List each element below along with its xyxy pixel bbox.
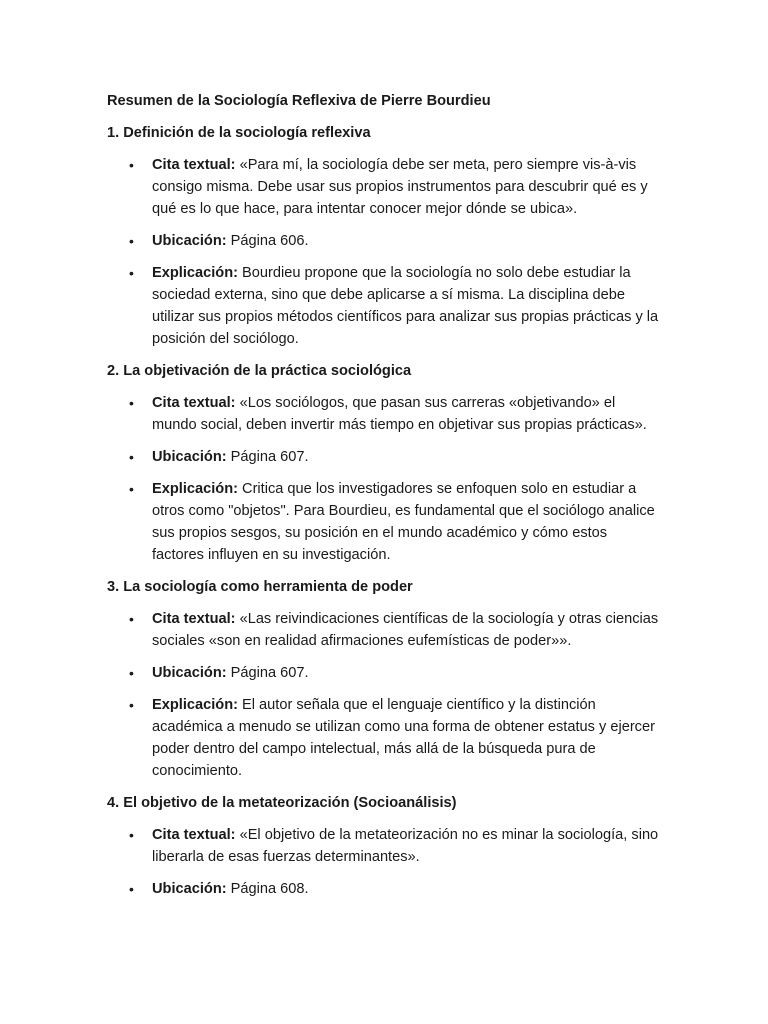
section-2 [107, 360, 663, 566]
bullet-icon: • [129, 265, 134, 281]
item-text: El autor señala que el lenguaje científico y la distinción académica a menudo se utilizan como una forma de obtener estatus y ejercer poder dentro del campo intelectual, más allá de la búsqueda pura de conocimiento. [152, 697, 655, 779]
section-3 [107, 576, 663, 782]
item-text: «Los sociólogos, que pasan sus carreras «objetivando» el mundo social, deben invertir más tiempo en objetivar sus propias prácticas». [152, 395, 647, 433]
section-heading: 2. La objetivación de la práctica sociológica [107, 363, 412, 379]
section-item-list [107, 154, 663, 350]
bullet-icon: • [129, 233, 134, 249]
bullet-icon: • [129, 827, 134, 843]
item-label: Ubicación: [152, 233, 227, 249]
item-label: Cita textual: [152, 395, 236, 411]
section-item-list [107, 608, 663, 782]
bullet-icon: • [129, 449, 134, 465]
list-item [107, 262, 663, 350]
item-text: «El objetivo de la metateorización no es minar la sociología, sino liberarla de esas fuerzas determinantes». [152, 827, 659, 865]
item-label: Explicación: [152, 265, 238, 281]
section-heading: 4. El objetivo de la metateorización (Socioanálisis) [107, 795, 457, 811]
list-item [107, 446, 663, 468]
list-item [107, 878, 663, 900]
list-item [107, 478, 663, 566]
section-item-list [107, 392, 663, 566]
item-label: Ubicación: [152, 665, 227, 681]
list-item [107, 662, 663, 684]
bullet-icon: • [129, 395, 134, 411]
item-text: «Para mí, la sociología debe ser meta, pero siempre vis-à-vis consigo misma. Debe usar sus propios instrumentos para descubrir qué es y qué es lo que hace, para intentar conocer mejor dónde se ubica». [152, 157, 648, 217]
list-item [107, 824, 663, 868]
section-4 [107, 792, 663, 900]
bullet-icon: • [129, 881, 134, 897]
item-label: Cita textual: [152, 827, 236, 843]
item-text: Página 607. [226, 665, 309, 681]
bullet-icon: • [129, 611, 134, 627]
bullet-icon: • [129, 481, 134, 497]
list-item [107, 392, 663, 436]
bullet-icon: • [129, 665, 134, 681]
bullet-icon: • [129, 697, 134, 713]
document-body [107, 90, 663, 910]
section-heading: 3. La sociología como herramienta de poder [107, 579, 413, 595]
item-text: Página 606. [226, 233, 309, 249]
section-heading: 1. Definición de la sociología reflexiva [107, 125, 371, 141]
list-item [107, 694, 663, 782]
bullet-icon: • [129, 157, 134, 173]
list-item [107, 154, 663, 220]
item-label: Explicación: [152, 481, 238, 497]
item-text: Página 608. [226, 881, 309, 897]
list-item [107, 608, 663, 652]
item-label: Cita textual: [152, 611, 236, 627]
item-label: Explicación: [152, 697, 238, 713]
document-title: Resumen de la Sociología Reflexiva de Pierre Bourdieu [107, 93, 491, 109]
section-1 [107, 122, 663, 350]
item-text: «Las reivindicaciones científicas de la sociología y otras ciencias sociales «son en realidad afirmaciones eufemísticas de poder»». [152, 611, 659, 649]
item-label: Cita textual: [152, 157, 236, 173]
section-item-list [107, 824, 663, 900]
item-text: Página 607. [226, 449, 309, 465]
item-label: Ubicación: [152, 449, 227, 465]
list-item [107, 230, 663, 252]
item-text: Bourdieu propone que la sociología no solo debe estudiar la sociedad externa, sino que debe aplicarse a sí misma. La disciplina debe utilizar sus propios métodos científicos para analizar sus propias prácticas y la posición del sociólogo. [152, 265, 659, 347]
item-label: Ubicación: [152, 881, 227, 897]
item-text: Critica que los investigadores se enfoquen solo en estudiar a otros como "objetos". Para Bourdieu, es fundamental que el sociólogo analice sus propios sesgos, su posición en el mundo académico y cómo estos factores influyen en su investigación. [152, 481, 655, 563]
